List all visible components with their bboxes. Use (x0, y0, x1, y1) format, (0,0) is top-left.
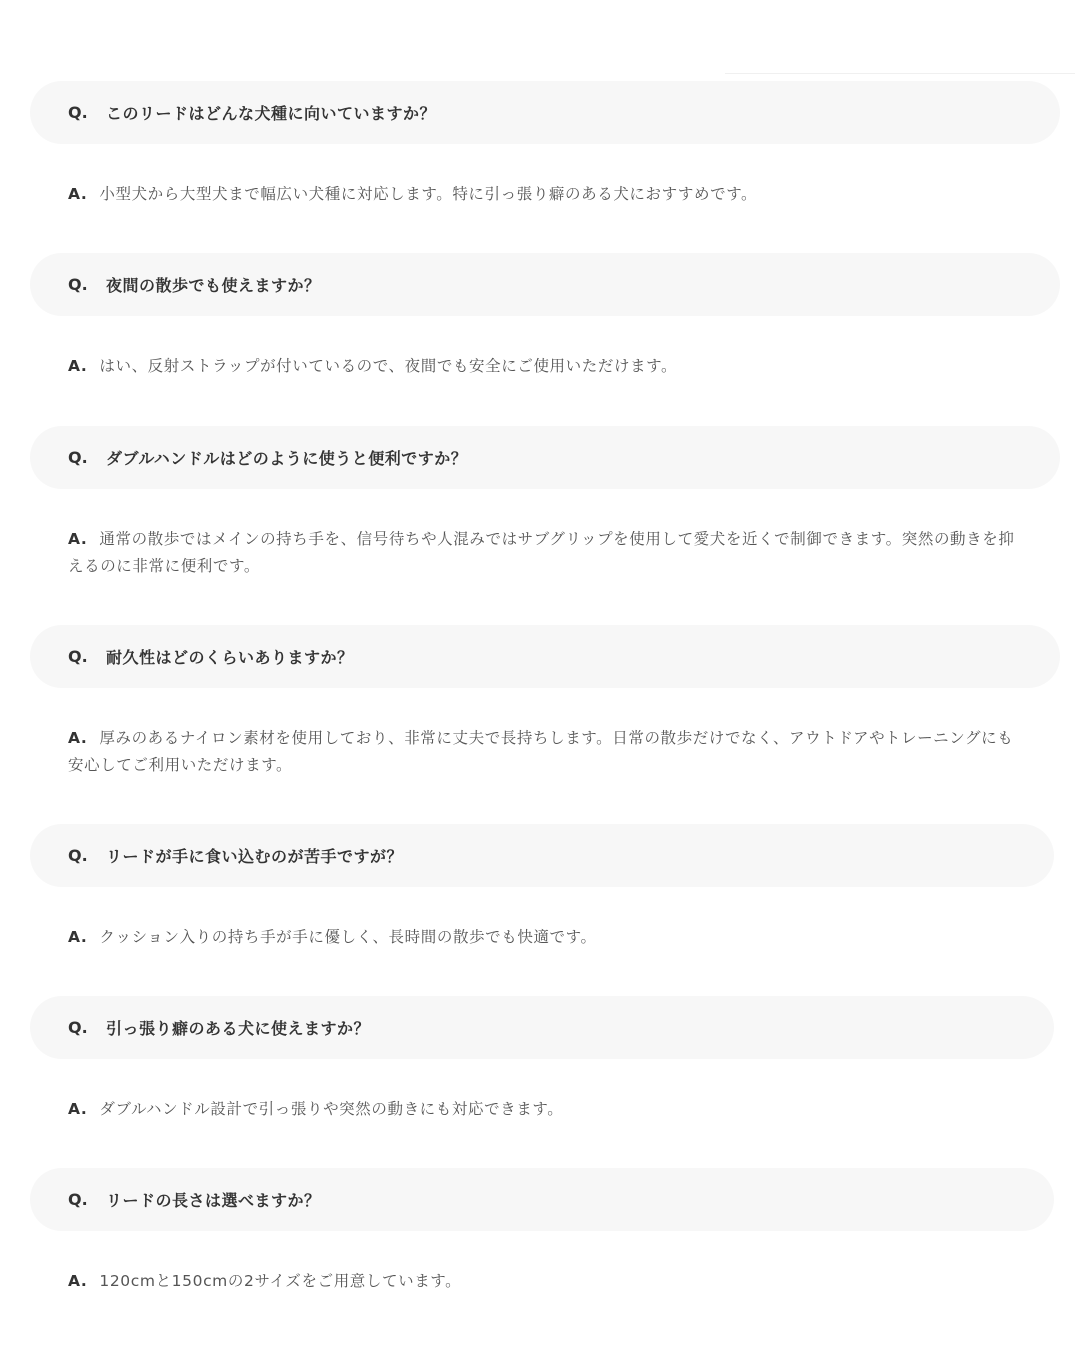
answer-marker: A. (68, 1100, 88, 1118)
answer-marker: A. (68, 729, 88, 747)
question-marker: Q. (68, 647, 88, 666)
question-marker: Q. (68, 448, 88, 467)
answer-text: 通常の散歩ではメインの持ち手を、信号待ちや人混みではサブグリップを使用して愛犬を近くで制御できます。突然の動きを抑えるのに非常に便利です。 (68, 530, 1015, 575)
faq-item (30, 81, 1060, 253)
faq-question[interactable] (30, 1168, 1054, 1231)
faq-item (30, 625, 1060, 824)
top-divider (725, 73, 1075, 74)
faq-item (30, 824, 1060, 996)
answer-text: 厚みのあるナイロン素材を使用しており、非常に丈夫で長持ちします。日常の散歩だけでなく、アウトドアやトレーニングにも安心してご利用いただけます。 (68, 729, 1014, 774)
faq-item (30, 996, 1060, 1168)
faq-question[interactable] (30, 625, 1060, 688)
answer-text: はい、反射ストラップが付いているので、夜間でも安全にご使用いただけます。 (99, 357, 678, 375)
faq-answer (30, 1059, 1060, 1123)
question-text: 耐久性はどのくらいありますか？ (106, 648, 354, 667)
answer-text: 120cmと150cmの2サイズをご用意しています。 (99, 1272, 462, 1290)
faq-item (30, 426, 1060, 625)
answer-marker: A. (68, 185, 88, 203)
question-marker: Q. (68, 103, 88, 122)
faq-answer (30, 688, 1060, 779)
question-text: 引っ張り癖のある犬に使えますか？ (106, 1019, 371, 1038)
question-text: リードが手に食い込むのが苦手ですが？ (106, 847, 404, 866)
faq-question[interactable] (30, 81, 1060, 144)
answer-text: クッション入りの持ち手が手に優しく、長時間の散歩でも快適です。 (99, 928, 597, 946)
question-text: ダブルハンドルはどのように使うと便利ですか？ (106, 449, 468, 468)
question-text: このリードはどんな犬種に向いていますか？ (106, 104, 437, 123)
faq-list (30, 81, 1060, 1295)
faq-answer (30, 887, 1060, 951)
question-marker: Q. (68, 846, 88, 865)
answer-marker: A. (68, 1272, 88, 1290)
faq-question[interactable] (30, 426, 1060, 489)
faq-question[interactable] (30, 253, 1060, 316)
faq-item (30, 253, 1060, 426)
question-marker: Q. (68, 275, 88, 294)
faq-answer (30, 489, 1060, 580)
faq-answer (30, 144, 1060, 208)
question-text: 夜間の散歩でも使えますか？ (106, 276, 321, 295)
answer-marker: A. (68, 928, 88, 946)
faq-answer (30, 316, 1060, 380)
faq-question[interactable] (30, 996, 1054, 1059)
question-marker: Q. (68, 1190, 88, 1209)
question-marker: Q. (68, 1018, 88, 1037)
faq-answer (30, 1231, 1060, 1295)
faq-question[interactable] (30, 824, 1054, 887)
faq-item (30, 1168, 1060, 1295)
answer-marker: A. (68, 357, 88, 375)
answer-marker: A. (68, 530, 88, 548)
answer-text: ダブルハンドル設計で引っ張りや突然の動きにも対応できます。 (99, 1100, 564, 1118)
answer-text: 小型犬から大型犬まで幅広い犬種に対応します。特に引っ張り癖のある犬におすすめです。 (99, 185, 758, 203)
question-text: リードの長さは選べますか？ (106, 1191, 321, 1210)
